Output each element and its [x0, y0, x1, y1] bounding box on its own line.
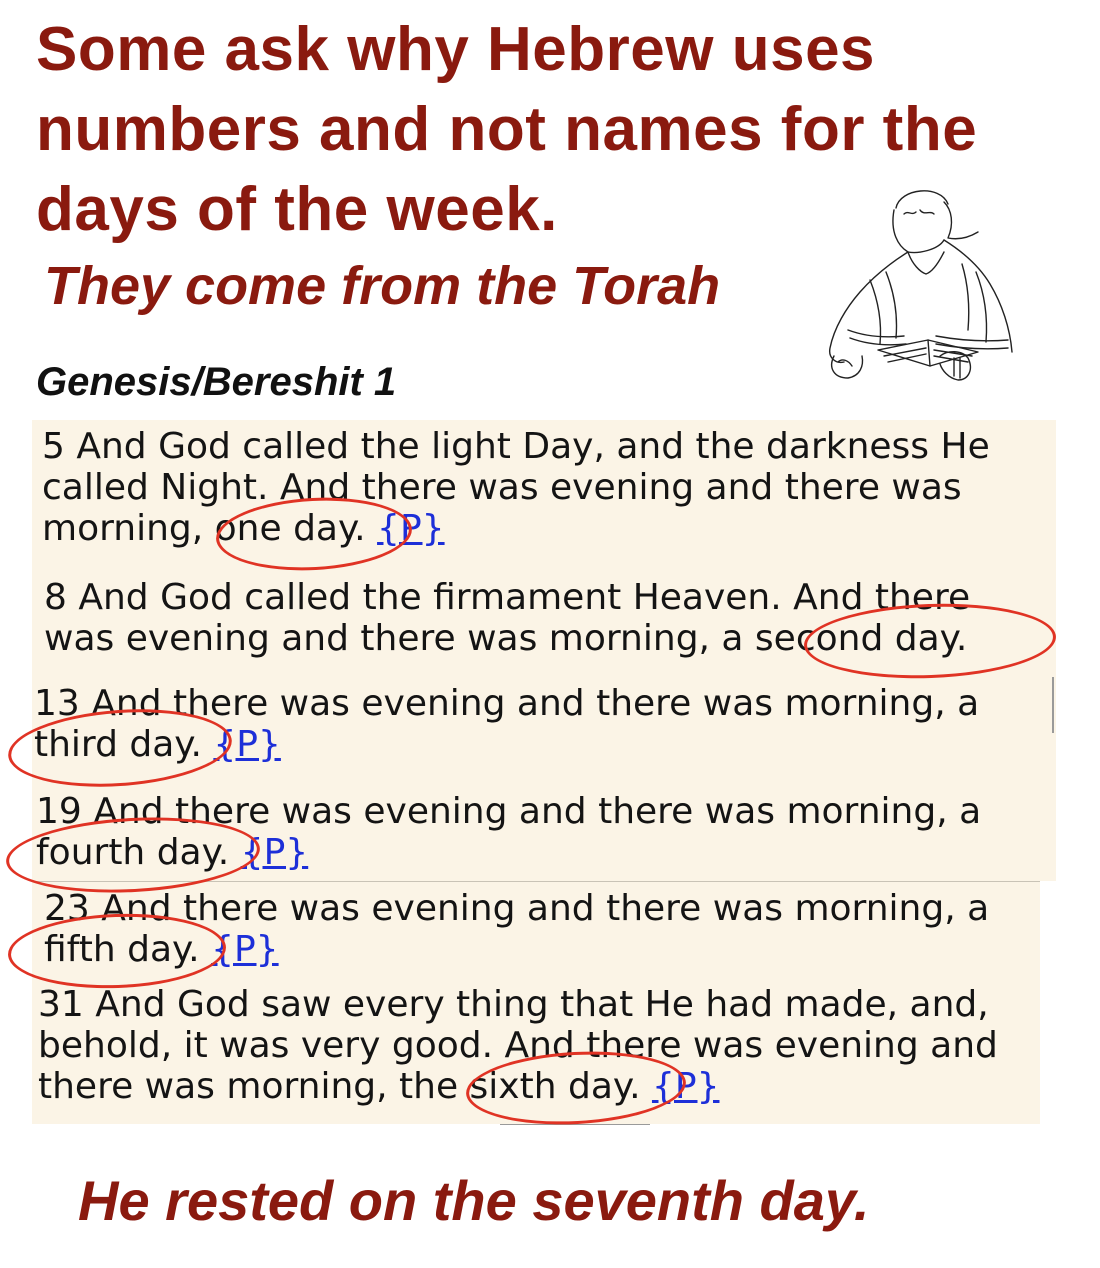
verse-line	[36, 832, 1056, 873]
verse-line: 19 And there was evening and there was morning, a	[36, 791, 982, 832]
verse-text: fifth day.	[44, 929, 212, 970]
verse-line	[44, 929, 1040, 970]
verse-line: 5 And God called the light Day, and the darkness He	[42, 426, 990, 467]
verse-5	[32, 420, 1056, 565]
verse-text: third day.	[34, 724, 214, 765]
praying-man-with-tallit-reading-book-icon	[808, 180, 1038, 405]
verse-line: 13 And there was evening and there was morning, a	[34, 683, 980, 724]
verse-line	[38, 1066, 1040, 1107]
verse-line: behold, it was very good. And there was evening and	[38, 1025, 998, 1066]
verse-23	[32, 882, 1040, 978]
verse-31	[32, 978, 1040, 1124]
verse-line: 31 And God saw every thing that He had made, and,	[38, 984, 989, 1025]
section-divider	[500, 1124, 650, 1125]
headline-line-2: numbers and not names for the	[36, 95, 978, 164]
paragraph-link[interactable]: {P}	[213, 724, 281, 765]
headline-line-1: Some ask why Hebrew uses	[36, 15, 876, 84]
scripture-reference: Genesis/Bereshit 1	[36, 360, 397, 404]
paragraph-link[interactable]: {P}	[377, 508, 445, 549]
verse-text: there was morning, the sixth day.	[38, 1066, 652, 1107]
verse-line: called Night. And there was evening and there was	[42, 467, 962, 508]
paragraph-link[interactable]: {P}	[211, 929, 279, 970]
verse-line	[34, 724, 1056, 765]
paragraph-link[interactable]: {P}	[240, 832, 309, 873]
closing-statement: He rested on the seventh day.	[78, 1169, 870, 1232]
verse-line: was evening and there was morning, a second day.	[44, 618, 968, 659]
verse-text: morning, one day.	[42, 508, 378, 549]
verse-line	[42, 508, 1056, 549]
verse-19	[32, 787, 1056, 881]
headline-line-3: days of the week.	[36, 175, 558, 244]
verse-text: fourth day.	[36, 832, 241, 873]
column-edge-divider	[1052, 677, 1054, 733]
verse-8	[32, 565, 1056, 677]
subheading: They come from the Torah	[44, 256, 721, 316]
verse-line: 23 And there was evening and there was morning, a	[44, 888, 990, 929]
paragraph-link[interactable]: {P}	[651, 1066, 720, 1107]
verse-13	[32, 677, 1056, 787]
verse-line: 8 And God called the firmament Heaven. And there	[44, 577, 971, 618]
